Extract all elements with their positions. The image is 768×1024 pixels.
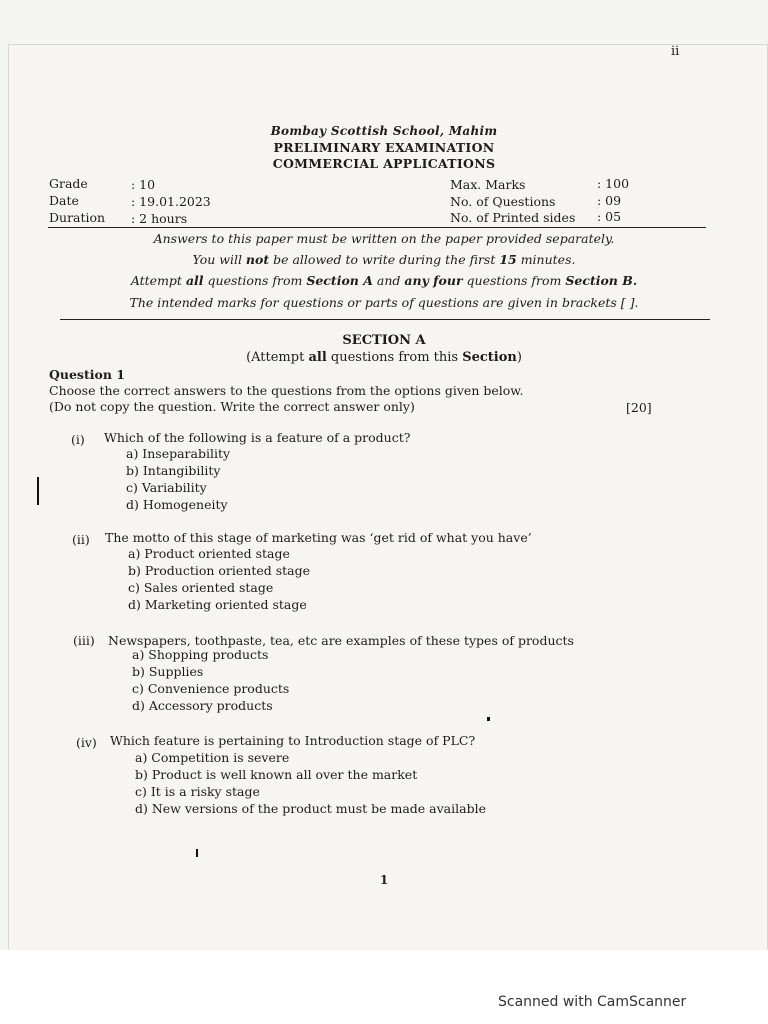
option: b) Product is well known all over the market <box>135 767 418 782</box>
part-question: Which of the following is a feature of a product? <box>104 430 411 445</box>
option: a) Shopping products <box>132 647 269 662</box>
part-question: Which feature is pertaining to Introduction stage of PLC? <box>110 733 476 748</box>
option: d) Marketing oriented stage <box>128 597 307 612</box>
option: c) Sales oriented stage <box>128 580 274 595</box>
max-marks-value: : 100 <box>597 176 630 191</box>
printed-sides-value: : 05 <box>597 209 622 224</box>
printed-sides-label: No. of Printed sides <box>450 210 576 225</box>
max-marks-label: Max. Marks <box>450 177 526 192</box>
option: a) Product oriented stage <box>128 546 290 561</box>
question-marks: [20] <box>626 400 652 415</box>
duration-value: : 2 hours <box>131 211 188 226</box>
corner-mark: ii <box>671 44 680 59</box>
scan-mark <box>37 477 39 505</box>
option: d) Accessory products <box>132 698 273 713</box>
instruction-3: Attempt all questions from Section A and any four questions from Section B. <box>130 273 638 288</box>
option: b) Production oriented stage <box>128 563 311 578</box>
subject-title: COMMERCIAL APPLICATIONS <box>272 156 496 171</box>
option: b) Supplies <box>132 664 204 679</box>
instruction-1: Answers to this paper must be written on the paper provided separately. <box>153 231 615 246</box>
duration-label: Duration <box>49 210 106 225</box>
page-number: 1 <box>379 873 389 887</box>
scanner-watermark: Scanned with CamScanner <box>498 994 687 1010</box>
instructions-rule <box>60 319 710 320</box>
scan-mark <box>196 849 198 857</box>
grade-value: : 10 <box>131 177 156 192</box>
question-title: Question 1 <box>49 367 125 382</box>
instruction-4: The intended marks for questions or parts of questions are given in brackets [ ]. <box>129 295 639 310</box>
option: a) Competition is severe <box>135 750 290 765</box>
scan-mark <box>487 717 490 721</box>
part-number: (i) <box>71 432 85 447</box>
questions-label: No. of Questions <box>450 194 556 209</box>
section-title: SECTION A <box>342 333 426 348</box>
grade-label: Grade <box>49 176 88 191</box>
option: c) Convenience products <box>132 681 290 696</box>
section-subtitle: (Attempt all questions from this Section) <box>246 350 522 365</box>
question-note: (Do not copy the question. Write the correct answer only) <box>49 399 415 414</box>
part-question: Newspapers, toothpaste, tea, etc are examples of these types of products <box>108 633 574 648</box>
question-instruction: Choose the correct answers to the questions from the options given below. <box>49 383 524 398</box>
option: a) Inseparability <box>126 446 231 461</box>
header-rule <box>48 227 706 228</box>
date-value: : 19.01.2023 <box>131 194 211 209</box>
part-number: (ii) <box>72 532 90 547</box>
option: c) Variability <box>126 480 207 495</box>
part-number: (iii) <box>73 633 95 648</box>
option: b) Intangibility <box>126 463 221 478</box>
scan-bottom-margin <box>0 950 768 1024</box>
option: d) New versions of the product must be made available <box>135 801 486 816</box>
instruction-2: You will not be allowed to write during the first 15 minutes. <box>192 252 576 267</box>
school-name: Bombay Scottish School, Mahim <box>270 124 498 138</box>
option: d) Homogeneity <box>126 497 228 512</box>
questions-value: : 09 <box>597 193 622 208</box>
part-number: (iv) <box>76 735 97 750</box>
date-label: Date <box>49 193 79 208</box>
exam-title: PRELIMINARY EXAMINATION <box>273 140 495 155</box>
option: c) It is a risky stage <box>135 784 260 799</box>
part-question: The motto of this stage of marketing was ‘get rid of what you have’ <box>105 530 532 545</box>
